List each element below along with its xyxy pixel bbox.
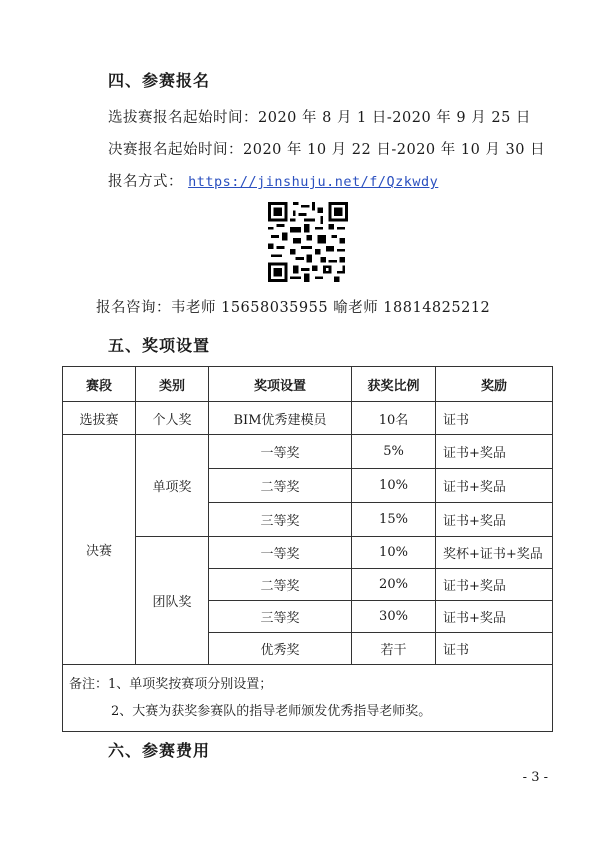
individual-category-cell: 单项奖	[136, 435, 209, 537]
ratio-cell: 10%	[352, 469, 436, 503]
qr-code-image	[268, 202, 348, 282]
reward-cell: 证书+奖品	[436, 435, 553, 469]
ratio-cell: 30%	[352, 601, 436, 633]
prelim-category-cell: 个人奖	[136, 402, 209, 435]
header-award: 奖项设置	[209, 367, 352, 402]
ratio-cell: 10%	[352, 537, 436, 569]
header-reward: 奖励	[436, 367, 553, 402]
table-note	[63, 665, 553, 732]
award-cell: 一等奖	[209, 537, 352, 569]
award-cell: 二等奖	[209, 569, 352, 601]
page-number: - 3 -	[522, 770, 548, 785]
section4-title: 四、参赛报名	[108, 71, 211, 90]
reward-cell: 证书+奖品	[436, 469, 553, 503]
reward-cell: 奖杯+证书+奖品	[436, 537, 553, 569]
reward-cell: 证书+奖品	[436, 503, 553, 537]
table-row	[63, 435, 553, 469]
note-line-2: 2、大赛为获奖参赛队的指导老师颁发优秀指导老师奖。	[111, 704, 432, 719]
prelim-award-cell: BIM优秀建模员	[209, 402, 352, 435]
table-row	[63, 402, 553, 435]
awards-table	[62, 366, 553, 732]
note-line-1: 备注：1、单项奖按赛项分别设置；	[69, 677, 273, 692]
ratio-cell: 20%	[352, 569, 436, 601]
registration-method	[108, 170, 438, 191]
registration-consult: 报名咨询：韦老师 15658035955 喻老师 18814825212	[96, 300, 491, 316]
table-header-row	[63, 367, 553, 402]
prelim-reward-cell: 证书	[436, 402, 553, 435]
section5-title: 五、奖项设置	[108, 336, 211, 355]
final-registration-time: 决赛报名起始时间：2020 年 10 月 22 日-2020 年 10 月 30 日	[108, 142, 546, 158]
prelim-stage-cell: 选拔赛	[63, 402, 136, 435]
header-stage: 赛段	[63, 367, 136, 402]
ratio-cell: 15%	[352, 503, 436, 537]
registration-link[interactable]: https://jinshuju.net/f/Qzkwdy	[188, 174, 439, 190]
ratio-cell: 若干	[352, 633, 436, 665]
award-cell: 优秀奖	[209, 633, 352, 665]
prelim-registration-time: 选拔赛报名起始时间：2020 年 8 月 1 日-2020 年 9 月 25 日	[108, 110, 531, 126]
prelim-ratio-cell: 10名	[352, 402, 436, 435]
award-cell: 一等奖	[209, 435, 352, 469]
reward-cell: 证书	[436, 633, 553, 665]
award-cell: 三等奖	[209, 601, 352, 633]
table-row	[63, 537, 553, 569]
header-ratio: 获奖比例	[352, 367, 436, 402]
ratio-cell: 5%	[352, 435, 436, 469]
reward-cell: 证书+奖品	[436, 569, 553, 601]
table-note-row	[63, 665, 553, 732]
registration-method-label: 报名方式：	[108, 174, 183, 190]
section6-title: 六、参赛费用	[108, 741, 211, 760]
award-cell: 三等奖	[209, 503, 352, 537]
final-stage-cell: 决赛	[63, 435, 136, 665]
reward-cell: 证书+奖品	[436, 601, 553, 633]
award-cell: 二等奖	[209, 469, 352, 503]
header-category: 类别	[136, 367, 209, 402]
team-category-cell: 团队奖	[136, 537, 209, 665]
